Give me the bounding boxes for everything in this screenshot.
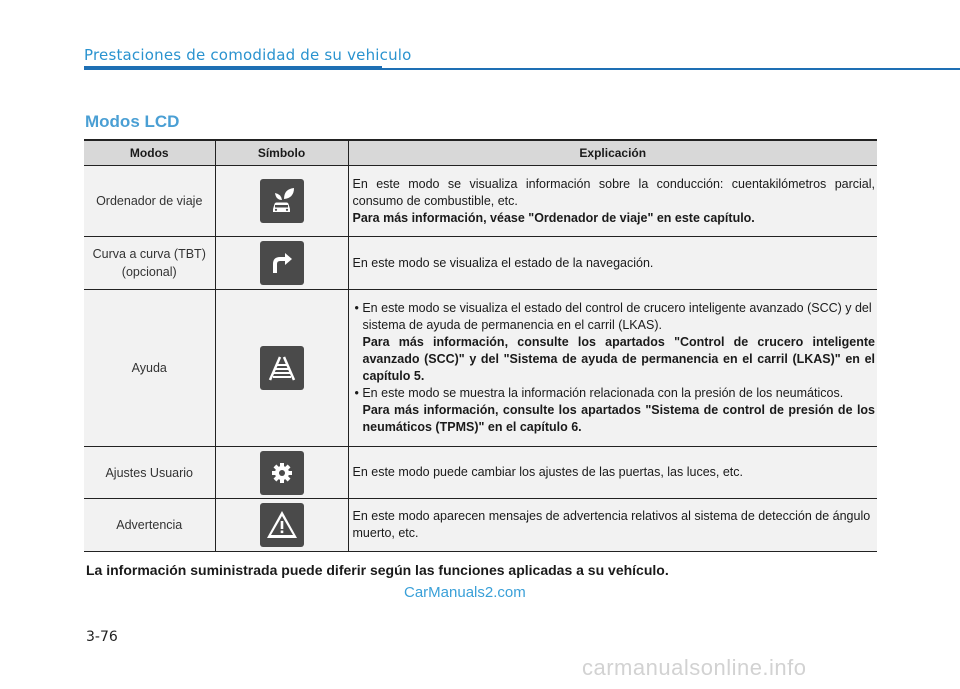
explanation-cell [348, 447, 877, 499]
explanation-text: En este modo se visualiza información sobre la conducción: cuentakilómetros parcial, consumo de combustible, etc. [352, 176, 875, 208]
page-title: Modos LCD [85, 112, 180, 131]
site-watermark: carmanualsonline.info [582, 655, 807, 680]
symbol-cell [215, 166, 348, 237]
table-row [84, 447, 877, 499]
turn-right-arrow-icon [260, 241, 304, 285]
column-header-explicacion: Explicación [348, 140, 877, 166]
explanation-bullet: • En este modo se visualiza el estado del control de crucero inteligente avanzado (SCC) y del sistema de ayuda de permanencia en el carril (LKAS). [354, 301, 872, 332]
table-row [84, 499, 877, 552]
mode-name: Ajustes Usuario [84, 447, 215, 499]
warning-triangle-icon [260, 503, 304, 547]
mode-name [84, 237, 215, 290]
mode-name-line1: Curva a curva (TBT) [92, 247, 206, 261]
mode-name: Ordenador de viaje [84, 166, 215, 237]
trip-computer-icon [260, 179, 304, 223]
explanation-text: En este modo puede cambiar los ajustes de las puertas, las luces, etc. [352, 465, 743, 479]
page-number: 3-76 [86, 629, 118, 645]
column-header-simbolo: Símbolo [215, 140, 348, 166]
table-row [84, 290, 877, 447]
table-row [84, 237, 877, 290]
explanation-reference: Para más información, véase "Ordenador de viaje" en este capítulo. [352, 210, 755, 225]
symbol-cell [215, 499, 348, 552]
explanation-bullet: • En este modo se muestra la información relacionada con la presión de los neumáticos. [354, 386, 844, 400]
header-bar [84, 66, 382, 70]
footnote: La información suministrada puede diferir según las funciones aplicadas a su vehículo. [86, 562, 669, 578]
explanation-text: En este modo se visualiza el estado de la navegación. [352, 255, 654, 270]
explanation-reference: Para más información, consulte los apartados "Sistema de control de presión de los neumáticos (TPMS)" en el capítulo 6. [362, 403, 875, 434]
explanation-cell [348, 237, 877, 290]
gear-icon [260, 451, 304, 495]
explanation-cell [348, 499, 877, 552]
symbol-cell [215, 290, 348, 447]
lcd-modes-table [84, 139, 877, 552]
header-title: Prestaciones de comodidad de su vehiculo [84, 46, 412, 64]
mode-name: Ayuda [84, 290, 215, 447]
symbol-cell [215, 447, 348, 499]
mode-name: Advertencia [84, 499, 215, 552]
explanation-cell [348, 166, 877, 237]
symbol-cell [215, 237, 348, 290]
table-header-row [84, 140, 877, 166]
explanation-text: En este modo aparecen mensajes de advertencia relativos al sistema de detección de ángulo muerto, etc. [352, 509, 871, 540]
column-header-modos: Modos [84, 140, 215, 166]
explanation-reference: Para más información, consulte los apartados "Control de crucero inteligente avanzado (SCC)" y del "Sistema de ayuda de permanencia en el carril (LKAS)" en el capítulo 5. [362, 335, 875, 383]
header-divider [382, 68, 960, 70]
lane-assist-icon [260, 346, 304, 390]
explanation-cell [348, 290, 877, 447]
mode-name-line2: (opcional) [121, 265, 177, 279]
watermark-link[interactable]: CarManuals2.com [404, 584, 526, 601]
table-row [84, 166, 877, 237]
